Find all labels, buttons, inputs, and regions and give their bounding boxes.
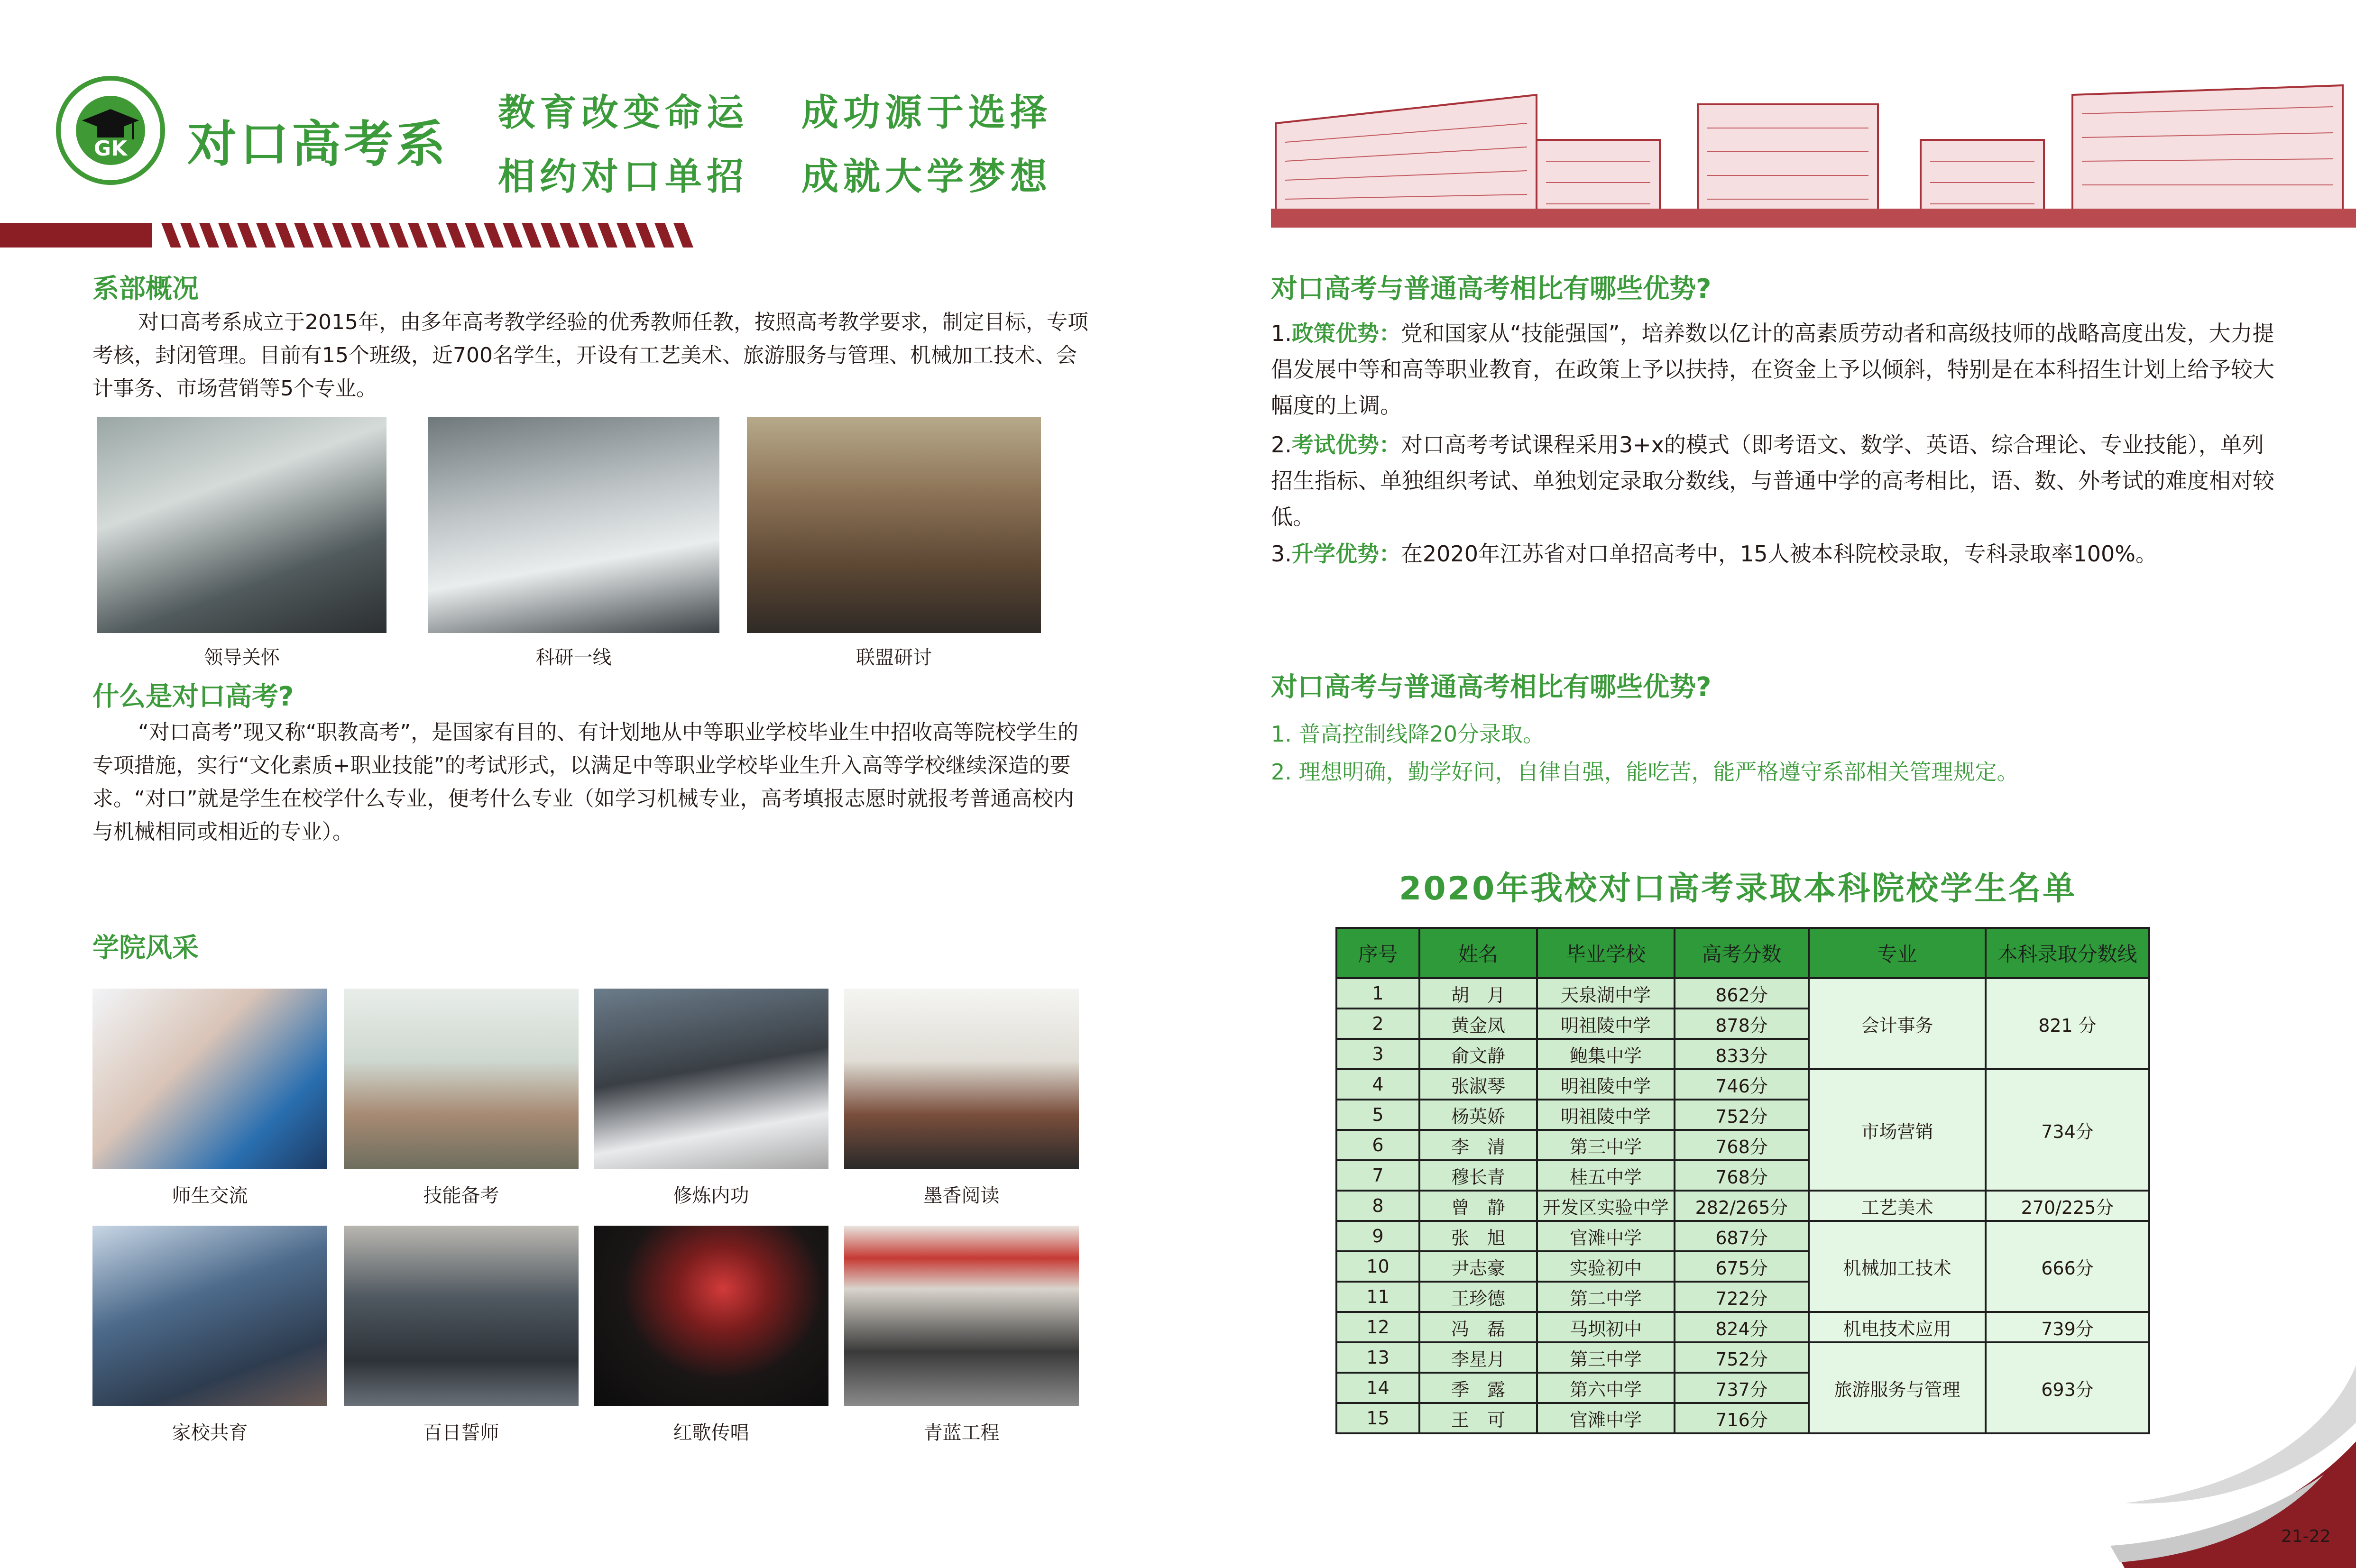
header-divider-stripes xyxy=(0,223,730,248)
cell-major: 市场营销 xyxy=(1809,1069,1986,1191)
department-logo xyxy=(56,76,165,185)
admission-table-title: 2020年我校对口高考录取本科院校学生名单 xyxy=(1399,870,2077,908)
caption-reading: 墨香阅读 xyxy=(923,1185,1000,1207)
cell-name: 尹志豪 xyxy=(1419,1251,1537,1282)
cell-major: 机械加工技术 xyxy=(1809,1221,1986,1312)
cell-score: 716分 xyxy=(1675,1403,1809,1433)
overview-paragraph: 对口高考系成立于2015年，由多年高考教学经验的优秀教师任教，按照高考教学要求，制定目标，专项考核，封闭管理。目前有15个班级，近700名学生，开设有工艺美术、旅游服务与管理、机械加工技术、会计事务、市场营销等5个专业。 xyxy=(92,310,1088,401)
table-row xyxy=(1336,1191,2149,1221)
cell-cutoff: 270/225分 xyxy=(1986,1191,2149,1221)
slogan-3: 相约对口单招 xyxy=(498,155,749,198)
photo-hundred-days xyxy=(344,1226,579,1406)
table-row xyxy=(1336,1312,2149,1342)
cell-cutoff: 693分 xyxy=(1986,1342,2149,1433)
page-number: 21-22 xyxy=(2281,1527,2331,1546)
cell-school: 马坝初中 xyxy=(1537,1312,1675,1342)
advantage-2-label: 考试优势： xyxy=(1291,432,1401,458)
what-text xyxy=(92,716,1093,849)
cell-school: 第六中学 xyxy=(1537,1373,1675,1403)
advantage-2-number: 2. xyxy=(1271,432,1292,458)
overview-text xyxy=(92,306,1093,405)
advantage-1-label: 政策优势： xyxy=(1291,321,1401,346)
cell-name: 王 可 xyxy=(1419,1403,1537,1433)
cell-index: 2 xyxy=(1336,1009,1419,1039)
cell-name: 穆长青 xyxy=(1419,1160,1537,1191)
cell-cutoff: 821 分 xyxy=(1986,978,2149,1069)
admission-table xyxy=(1335,927,2150,1434)
advantages-title-1: 对口高考与普通高考相比有哪些优势? xyxy=(1271,274,1712,304)
cell-name: 张 旭 xyxy=(1419,1221,1537,1251)
cell-name: 杨英娇 xyxy=(1419,1100,1537,1130)
cell-school: 开发区实验中学 xyxy=(1537,1191,1675,1221)
what-title: 什么是对口高考? xyxy=(92,681,294,712)
cell-index: 8 xyxy=(1336,1191,1419,1221)
cell-school: 第三中学 xyxy=(1537,1130,1675,1160)
table-row xyxy=(1336,1069,2149,1100)
cell-major: 工艺美术 xyxy=(1809,1191,1986,1221)
cell-school: 第二中学 xyxy=(1537,1282,1675,1312)
advantage-item-3 xyxy=(1271,536,2276,572)
gallery-title: 学院风采 xyxy=(92,933,199,963)
cell-index: 13 xyxy=(1336,1342,1419,1373)
cell-score: 746分 xyxy=(1675,1069,1809,1100)
header-score: 高考分数 xyxy=(1675,928,1809,978)
cell-score: 833分 xyxy=(1675,1039,1809,1069)
header-school: 毕业学校 xyxy=(1537,928,1675,978)
cell-name: 王珍德 xyxy=(1419,1282,1537,1312)
caption-alliance-seminar: 联盟研讨 xyxy=(856,647,932,669)
what-paragraph: “对口高考”现又称“职教高考”，是国家有目的、有计划地从中等职业学校毕业生中招收高等院校学生的专项措施，实行“文化素质+职业技能”的考试形式，以满足中等职业学校毕业生升入高等学校继续深造的要求。“对口”就是学生在校学什么专业，便考什么专业（如学习机械专业，高考填报志愿时就报考普通高校内与机械相同或相近的专业）。 xyxy=(92,720,1079,844)
cell-school: 天泉湖中学 xyxy=(1537,978,1675,1009)
cell-cutoff: 734分 xyxy=(1986,1069,2149,1191)
cell-major: 旅游服务与管理 xyxy=(1809,1342,1986,1433)
cell-score: 752分 xyxy=(1675,1342,1809,1373)
caption-leadership-care: 领导关怀 xyxy=(204,647,280,669)
caption-teacher-student: 师生交流 xyxy=(172,1185,248,1207)
photo-research-frontline xyxy=(428,417,719,633)
cell-name: 张淑琴 xyxy=(1419,1069,1537,1100)
slogan-4: 成就大学梦想 xyxy=(801,155,1052,198)
cell-score: 282/265分 xyxy=(1675,1191,1809,1221)
photo-teacher-student xyxy=(92,989,327,1169)
cell-score: 878分 xyxy=(1675,1009,1809,1039)
cell-index: 11 xyxy=(1336,1282,1419,1312)
requirement-item-1: 1. 普高控制线降20分录取。 xyxy=(1271,721,1545,747)
cell-school: 明祖陵中学 xyxy=(1537,1069,1675,1100)
cell-index: 6 xyxy=(1336,1130,1419,1160)
cell-index: 5 xyxy=(1336,1100,1419,1130)
photo-leadership-care xyxy=(97,417,387,633)
caption-hundred-days: 百日誓师 xyxy=(423,1422,499,1444)
caption-skill-prep: 技能备考 xyxy=(423,1185,499,1207)
photo-alliance-seminar xyxy=(747,417,1041,633)
cell-school: 明祖陵中学 xyxy=(1537,1100,1675,1130)
photo-skill-prep xyxy=(344,989,579,1169)
department-title: 对口高考系 xyxy=(187,115,449,173)
cell-index: 10 xyxy=(1336,1251,1419,1282)
cell-score: 687分 xyxy=(1675,1221,1809,1251)
photo-mentorship xyxy=(844,1226,1079,1406)
cell-name: 黄金凤 xyxy=(1419,1009,1537,1039)
photo-home-school xyxy=(92,1226,327,1406)
advantage-1-text: 党和国家从“技能强国”，培养数以亿计的高素质劳动者和高级技师的战略高度出发，大力提倡发展中等和高等职业教育，在政策上予以扶持，在资金上予以倾斜，特别是在本科招生计划上给予较大幅度的上调。 xyxy=(1271,321,2274,418)
cell-score: 768分 xyxy=(1675,1160,1809,1191)
cell-index: 12 xyxy=(1336,1312,1419,1342)
overview-title: 系部概况 xyxy=(92,274,199,304)
header-cutoff: 本科录取分数线 xyxy=(1986,928,2149,978)
photo-inner-training xyxy=(594,989,828,1169)
requirement-item-2: 2. 理想明确，勤学好问，自律自强，能吃苦，能严格遵守系部相关管理规定。 xyxy=(1271,759,2019,785)
advantage-item-2 xyxy=(1271,427,2276,535)
cell-score: 752分 xyxy=(1675,1100,1809,1130)
table-row xyxy=(1336,1342,2149,1373)
logo-text: GK xyxy=(93,137,128,161)
cell-index: 1 xyxy=(1336,978,1419,1009)
cell-index: 3 xyxy=(1336,1039,1419,1069)
cell-school: 明祖陵中学 xyxy=(1537,1009,1675,1039)
cell-name: 李星月 xyxy=(1419,1342,1537,1373)
advantages-title-2: 对口高考与普通高考相比有哪些优势? xyxy=(1271,672,1712,703)
photo-reading xyxy=(844,989,1079,1169)
cell-score: 722分 xyxy=(1675,1282,1809,1312)
cell-school: 第三中学 xyxy=(1537,1342,1675,1373)
cell-score: 737分 xyxy=(1675,1373,1809,1403)
cell-major: 会计事务 xyxy=(1809,978,1986,1069)
advantage-2-text: 对口高考考试课程采用3+x的模式（即考语文、数学、英语、综合理论、专业技能），单列招生指标、单独组织考试、单独划定录取分数线，与普通中学的高考相比，语、数、外考试的难度相对较低。 xyxy=(1271,432,2274,530)
caption-research-frontline: 科研一线 xyxy=(535,647,612,669)
header-name: 姓名 xyxy=(1419,928,1537,978)
header-major: 专业 xyxy=(1809,928,1986,978)
slogan-1: 教育改变命运 xyxy=(498,91,749,134)
caption-red-songs: 红歌传唱 xyxy=(673,1422,749,1444)
cell-cutoff: 739分 xyxy=(1986,1312,2149,1342)
cell-school: 官滩中学 xyxy=(1537,1403,1675,1433)
cell-school: 鲍集中学 xyxy=(1537,1039,1675,1069)
cell-score: 768分 xyxy=(1675,1130,1809,1160)
table-header-row xyxy=(1336,928,2149,978)
cell-score: 675分 xyxy=(1675,1251,1809,1282)
cell-score: 862分 xyxy=(1675,978,1809,1009)
advantage-3-label: 升学优势： xyxy=(1291,541,1401,567)
cell-cutoff: 666分 xyxy=(1986,1221,2149,1312)
advantage-3-text: 在2020年江苏省对口单招高考中，15人被本科院校录取，专科录取率100%。 xyxy=(1400,541,2157,567)
cell-score: 824分 xyxy=(1675,1312,1809,1342)
caption-inner-training: 修炼内功 xyxy=(673,1185,749,1207)
slogan-2: 成功源于选择 xyxy=(801,91,1052,134)
cell-school: 官滩中学 xyxy=(1537,1221,1675,1251)
table-row xyxy=(1336,1221,2149,1251)
caption-mentorship: 青蓝工程 xyxy=(923,1422,1000,1444)
advantage-3-number: 3. xyxy=(1271,541,1292,567)
cell-index: 15 xyxy=(1336,1403,1419,1433)
cell-name: 冯 磊 xyxy=(1419,1312,1537,1342)
cell-index: 9 xyxy=(1336,1221,1419,1251)
cell-school: 实验初中 xyxy=(1537,1251,1675,1282)
campus-buildings-illustration xyxy=(1271,66,2356,228)
cell-name: 李 清 xyxy=(1419,1130,1537,1160)
graduation-cap-icon xyxy=(76,96,145,165)
cell-index: 4 xyxy=(1336,1069,1419,1100)
cell-index: 7 xyxy=(1336,1160,1419,1191)
cell-school: 桂五中学 xyxy=(1537,1160,1675,1191)
cell-name: 俞文静 xyxy=(1419,1039,1537,1069)
cell-name: 胡 月 xyxy=(1419,978,1537,1009)
cell-name: 曾 静 xyxy=(1419,1191,1537,1221)
cell-index: 14 xyxy=(1336,1373,1419,1403)
photo-red-songs xyxy=(594,1226,828,1406)
header-index: 序号 xyxy=(1336,928,1419,978)
caption-home-school: 家校共育 xyxy=(172,1422,248,1444)
advantage-1-number: 1. xyxy=(1271,321,1292,346)
advantage-item-1 xyxy=(1271,315,2276,423)
table-row xyxy=(1336,978,2149,1009)
cell-major: 机电技术应用 xyxy=(1809,1312,1986,1342)
cell-name: 季 露 xyxy=(1419,1373,1537,1403)
